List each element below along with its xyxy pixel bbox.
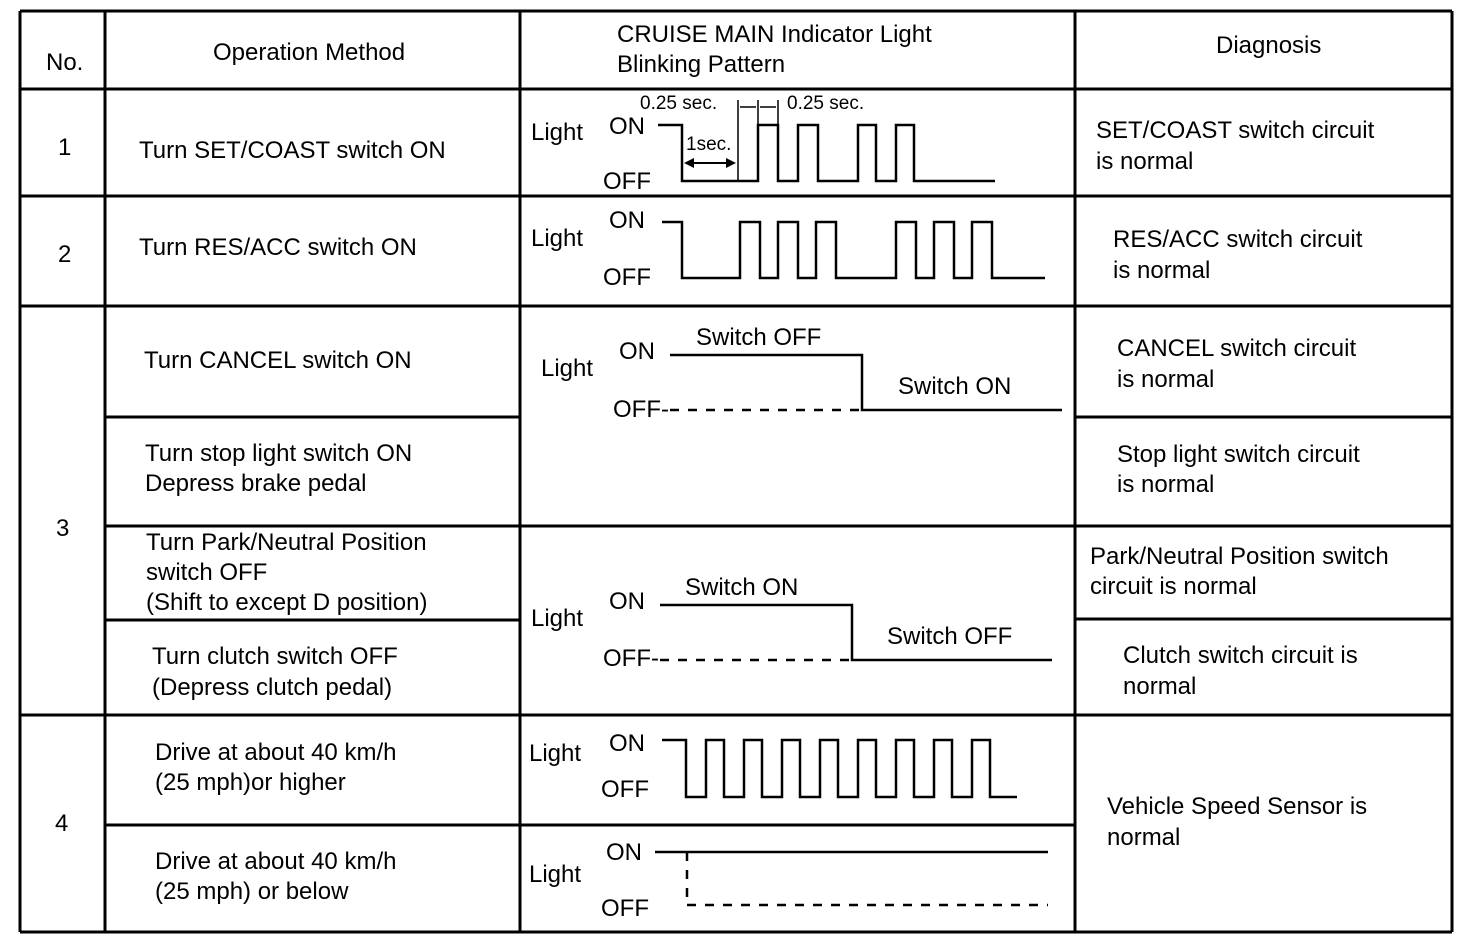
row2-diagnosis-line1: RES/ACC switch circuit bbox=[1113, 226, 1363, 253]
row3-bottom-off-label: OFF- bbox=[603, 645, 659, 672]
row1-method: Turn SET/COAST switch ON bbox=[139, 137, 446, 164]
row3d-diagnosis-line2: normal bbox=[1123, 673, 1197, 700]
pattern-speed-low bbox=[655, 852, 1048, 905]
row1-time-025-right: 0.25 sec. bbox=[787, 93, 865, 114]
row1-time-025-left: 0.25 sec. bbox=[640, 93, 718, 114]
row3c-diagnosis-line1: Park/Neutral Position switch bbox=[1090, 543, 1389, 570]
row4-top-on-label: ON bbox=[609, 730, 645, 757]
row3b-diagnosis-line1: Stop light switch circuit bbox=[1117, 441, 1360, 468]
row3-top-switch-off: Switch OFF bbox=[696, 324, 822, 351]
row4-bottom-light-label: Light bbox=[529, 861, 582, 888]
row2-off-label: OFF bbox=[603, 264, 651, 291]
row3-top-off-label: OFF- bbox=[613, 396, 669, 423]
header-diagnosis: Diagnosis bbox=[1216, 32, 1322, 59]
row1-no: 1 bbox=[58, 134, 72, 161]
row4b-method-line2: (25 mph) or below bbox=[155, 878, 349, 905]
row3d-method-line2: (Depress clutch pedal) bbox=[152, 674, 393, 701]
row4-bottom-on-label: ON bbox=[606, 839, 642, 866]
row3d-method-line1: Turn clutch switch OFF bbox=[152, 643, 398, 670]
pattern-speed-high bbox=[662, 740, 1017, 797]
row3-no: 3 bbox=[56, 515, 70, 542]
row2-diagnosis-line2: is normal bbox=[1113, 257, 1211, 284]
row2-on-label: ON bbox=[609, 207, 645, 234]
row3-bottom-switch-on: Switch ON bbox=[685, 574, 799, 601]
row3c-method-line2: switch OFF bbox=[146, 559, 268, 586]
row3c-method-line1: Turn Park/Neutral Position bbox=[146, 529, 427, 556]
row4-no: 4 bbox=[55, 810, 69, 837]
row3a-method: Turn CANCEL switch ON bbox=[144, 347, 412, 374]
pattern-res-acc bbox=[662, 222, 1045, 278]
row3c-diagnosis-line2: circuit is normal bbox=[1090, 573, 1257, 600]
row3c-method-line3: (Shift to except D position) bbox=[146, 589, 428, 616]
row2-light-label: Light bbox=[531, 225, 584, 252]
row3b-method-line1: Turn stop light switch ON bbox=[145, 440, 413, 467]
row4-top-off-label: OFF bbox=[601, 776, 649, 803]
row1-light-label: Light bbox=[531, 119, 584, 146]
row2-method: Turn RES/ACC switch ON bbox=[139, 234, 417, 261]
row4-bottom-off-label: OFF bbox=[601, 895, 649, 922]
row1-on-label: ON bbox=[609, 113, 645, 140]
row3-top-switch-on: Switch ON bbox=[898, 373, 1012, 400]
row4-diagnosis-line1: Vehicle Speed Sensor is bbox=[1107, 793, 1368, 820]
row4-diagnosis-line2: normal bbox=[1107, 824, 1181, 851]
row3a-diagnosis-line1: CANCEL switch circuit bbox=[1117, 335, 1357, 362]
header-operation-method: Operation Method bbox=[213, 39, 406, 66]
row3b-method-line2: Depress brake pedal bbox=[145, 470, 367, 497]
row4a-method-line2: (25 mph)or higher bbox=[155, 769, 346, 796]
row3-top-light-label: Light bbox=[541, 355, 594, 382]
header-pattern-line1: CRUISE MAIN Indicator Light bbox=[617, 21, 932, 48]
row3-bottom-light-label: Light bbox=[531, 605, 584, 632]
row2-no: 2 bbox=[58, 241, 72, 268]
row3d-diagnosis-line1: Clutch switch circuit is bbox=[1123, 642, 1358, 669]
row4b-method-line1: Drive at about 40 km/h bbox=[155, 848, 397, 875]
row3a-diagnosis-line2: is normal bbox=[1117, 366, 1215, 393]
row1-off-label: OFF bbox=[603, 168, 651, 195]
row3-top-on-label: ON bbox=[619, 338, 655, 365]
row4a-method-line1: Drive at about 40 km/h bbox=[155, 739, 397, 766]
header-no: No. bbox=[46, 49, 84, 76]
row1-time-1sec: 1sec. bbox=[686, 134, 732, 155]
row1-diagnosis-line2: is normal bbox=[1096, 148, 1194, 175]
row3-bottom-on-label: ON bbox=[609, 588, 645, 615]
row3b-diagnosis-line2: is normal bbox=[1117, 471, 1215, 498]
row3-bottom-switch-off: Switch OFF bbox=[887, 623, 1013, 650]
row4-top-light-label: Light bbox=[529, 740, 582, 767]
header-pattern-line2: Blinking Pattern bbox=[617, 51, 786, 78]
row1-diagnosis-line1: SET/COAST switch circuit bbox=[1096, 117, 1375, 144]
